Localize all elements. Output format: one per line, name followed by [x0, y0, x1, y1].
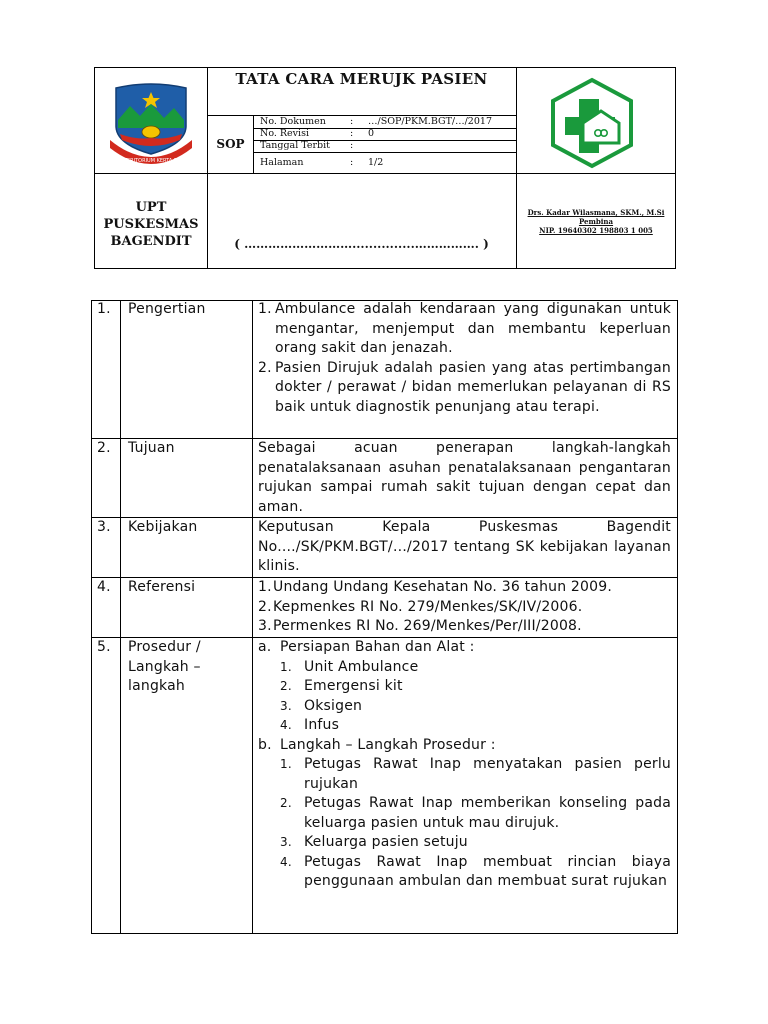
row-label-pengertian: Pengertian — [128, 301, 206, 317]
list-text: Unit Ambulance — [304, 658, 419, 675]
row-number: 3. — [97, 519, 111, 535]
list-number: 2. — [258, 598, 272, 615]
list-text: Permenkes RI No. 269/Menkes/Per/III/2008. — [273, 618, 582, 634]
list-number: 2. — [258, 359, 272, 376]
meta-value-revisi: 0 — [368, 128, 375, 139]
list-item — [258, 617, 671, 637]
list-number: 1. — [258, 301, 272, 317]
list-text: Petugas Rawat Inap memberikan konseling pada keluarga pasien untuk mau dirujuk. — [304, 795, 671, 831]
list-item — [280, 755, 671, 794]
row-number: 1. — [97, 301, 111, 317]
meta-label-doc: No. Dokumen — [260, 116, 326, 127]
signer-name: Drs. Kadar Wilasmana, SKM., M.Si — [527, 208, 665, 217]
list-number: 1. — [258, 579, 272, 595]
list-number: 3. — [280, 698, 292, 713]
list-text: Pasien Dirujuk adalah pasien yang atas pertimbangan dokter / perawat / bidan memerlukan pelayanan di RS baik untuk diagnostik penunjang atau terapi. — [275, 359, 671, 415]
list-item — [258, 359, 671, 418]
signature-blank: ( ………………………...............……………. ) — [234, 237, 489, 251]
part-a-list — [258, 658, 671, 736]
meta-label-revisi: No. Revisi — [260, 128, 309, 139]
puskesmas-logo — [547, 77, 637, 169]
list-number: 2. — [280, 679, 292, 693]
list-number: 3. — [258, 618, 272, 634]
list-text: Undang Undang Kesehatan No. 36 tahun 2009. — [273, 579, 613, 595]
part-title: Langkah – Langkah Prosedur : — [280, 736, 496, 753]
list-item — [280, 716, 671, 736]
regency-logo — [108, 82, 194, 170]
list-text: Petugas Rawat Inap menyatakan pasien perlu rujukan — [304, 756, 671, 792]
meta-sep: : — [350, 140, 354, 151]
meta-sep: : — [350, 128, 354, 139]
signer-nip: NIP. 19640302 198803 1 005 — [539, 226, 653, 235]
list-item — [280, 677, 671, 697]
list-number: 3. — [280, 835, 292, 849]
part-b-heading — [258, 736, 671, 756]
list-text: Infus — [304, 717, 340, 733]
unit-line: PUSKESMAS — [103, 217, 199, 232]
meta-value-halaman: 1/2 — [368, 157, 384, 168]
unit-line: UPT — [135, 200, 167, 215]
list-number: 2. — [280, 796, 292, 810]
list-item — [280, 794, 671, 833]
row-label-kebijakan: Kebijakan — [128, 519, 198, 535]
list-item — [258, 578, 671, 598]
logo-ribbon-text: DATA TERITORIUM KERTA RAHAJA — [109, 158, 193, 164]
list-number: 4. — [280, 718, 292, 732]
list-item — [280, 853, 671, 892]
unit-name — [95, 199, 207, 250]
meta-label-halaman: Halaman — [260, 157, 304, 168]
list-item — [280, 833, 671, 853]
tujuan-text: Sebagai acuan penerapan langkah-langkah penatalaksanaan asuhan penatalaksanaan pengantaran rujukan sampai rumah sakit tujuan dengan cepat dan aman. — [258, 440, 671, 515]
list-item — [280, 658, 671, 678]
referensi-list — [258, 578, 671, 637]
list-text: Keluarga pasien setuju — [304, 834, 468, 850]
list-text: Petugas Rawat Inap membuat rincian biaya penggunaan ambulan dan membuat surat rujukan — [304, 853, 671, 889]
list-text: Ambulance adalah kendaraan yang digunakan untuk mengantar, menjemput dan membantu keperluan orang sakit dan jenazah. — [275, 301, 671, 356]
kebijakan-text: Keputusan Kepala Puskesmas Bagendit No..../SK/PKM.BGT/…/2017 tentang SK kebijakan layanan klinis. — [258, 519, 671, 574]
part-b-list — [258, 755, 671, 892]
meta-label-tanggal: Tanggal Terbit — [260, 140, 330, 151]
list-item — [258, 598, 671, 618]
sop-label: SOP — [216, 137, 245, 151]
list-text: Emergensi kit — [304, 678, 403, 694]
list-number: 1. — [280, 757, 292, 771]
list-text: Kepmenkes RI No. 279/Menkes/SK/IV/2006. — [273, 598, 583, 615]
unit-line: BAGENDIT — [110, 234, 192, 249]
meta-sep: : — [350, 157, 354, 168]
part-a-heading — [258, 638, 671, 658]
signer-block — [517, 208, 675, 235]
list-number: 1. — [280, 659, 292, 674]
row-number: 5. — [97, 639, 111, 655]
pengertian-list — [258, 300, 671, 417]
meta-sep: : — [350, 116, 354, 127]
row-label-tujuan: Tujuan — [128, 440, 175, 456]
document-title: TATA CARA MERUJK PASIEN — [235, 70, 488, 88]
list-item — [280, 697, 671, 717]
list-item — [258, 300, 671, 359]
row-label-prosedur: Prosedur / Langkah – langkah — [128, 639, 201, 694]
part-letter: b. — [258, 736, 272, 753]
list-text: Oksigen — [304, 697, 363, 714]
list-number: 4. — [280, 854, 292, 869]
row-number: 2. — [97, 440, 111, 456]
meta-value-doc: …/SOP/PKM.BGT/…/2017 — [368, 116, 492, 127]
signer-rank: Pembina — [578, 217, 614, 226]
row-label-referensi: Referensi — [128, 579, 196, 595]
part-title: Persiapan Bahan dan Alat : — [280, 639, 475, 655]
part-letter: a. — [258, 639, 272, 655]
prosedur-content — [258, 638, 671, 892]
row-number: 4. — [97, 579, 111, 595]
